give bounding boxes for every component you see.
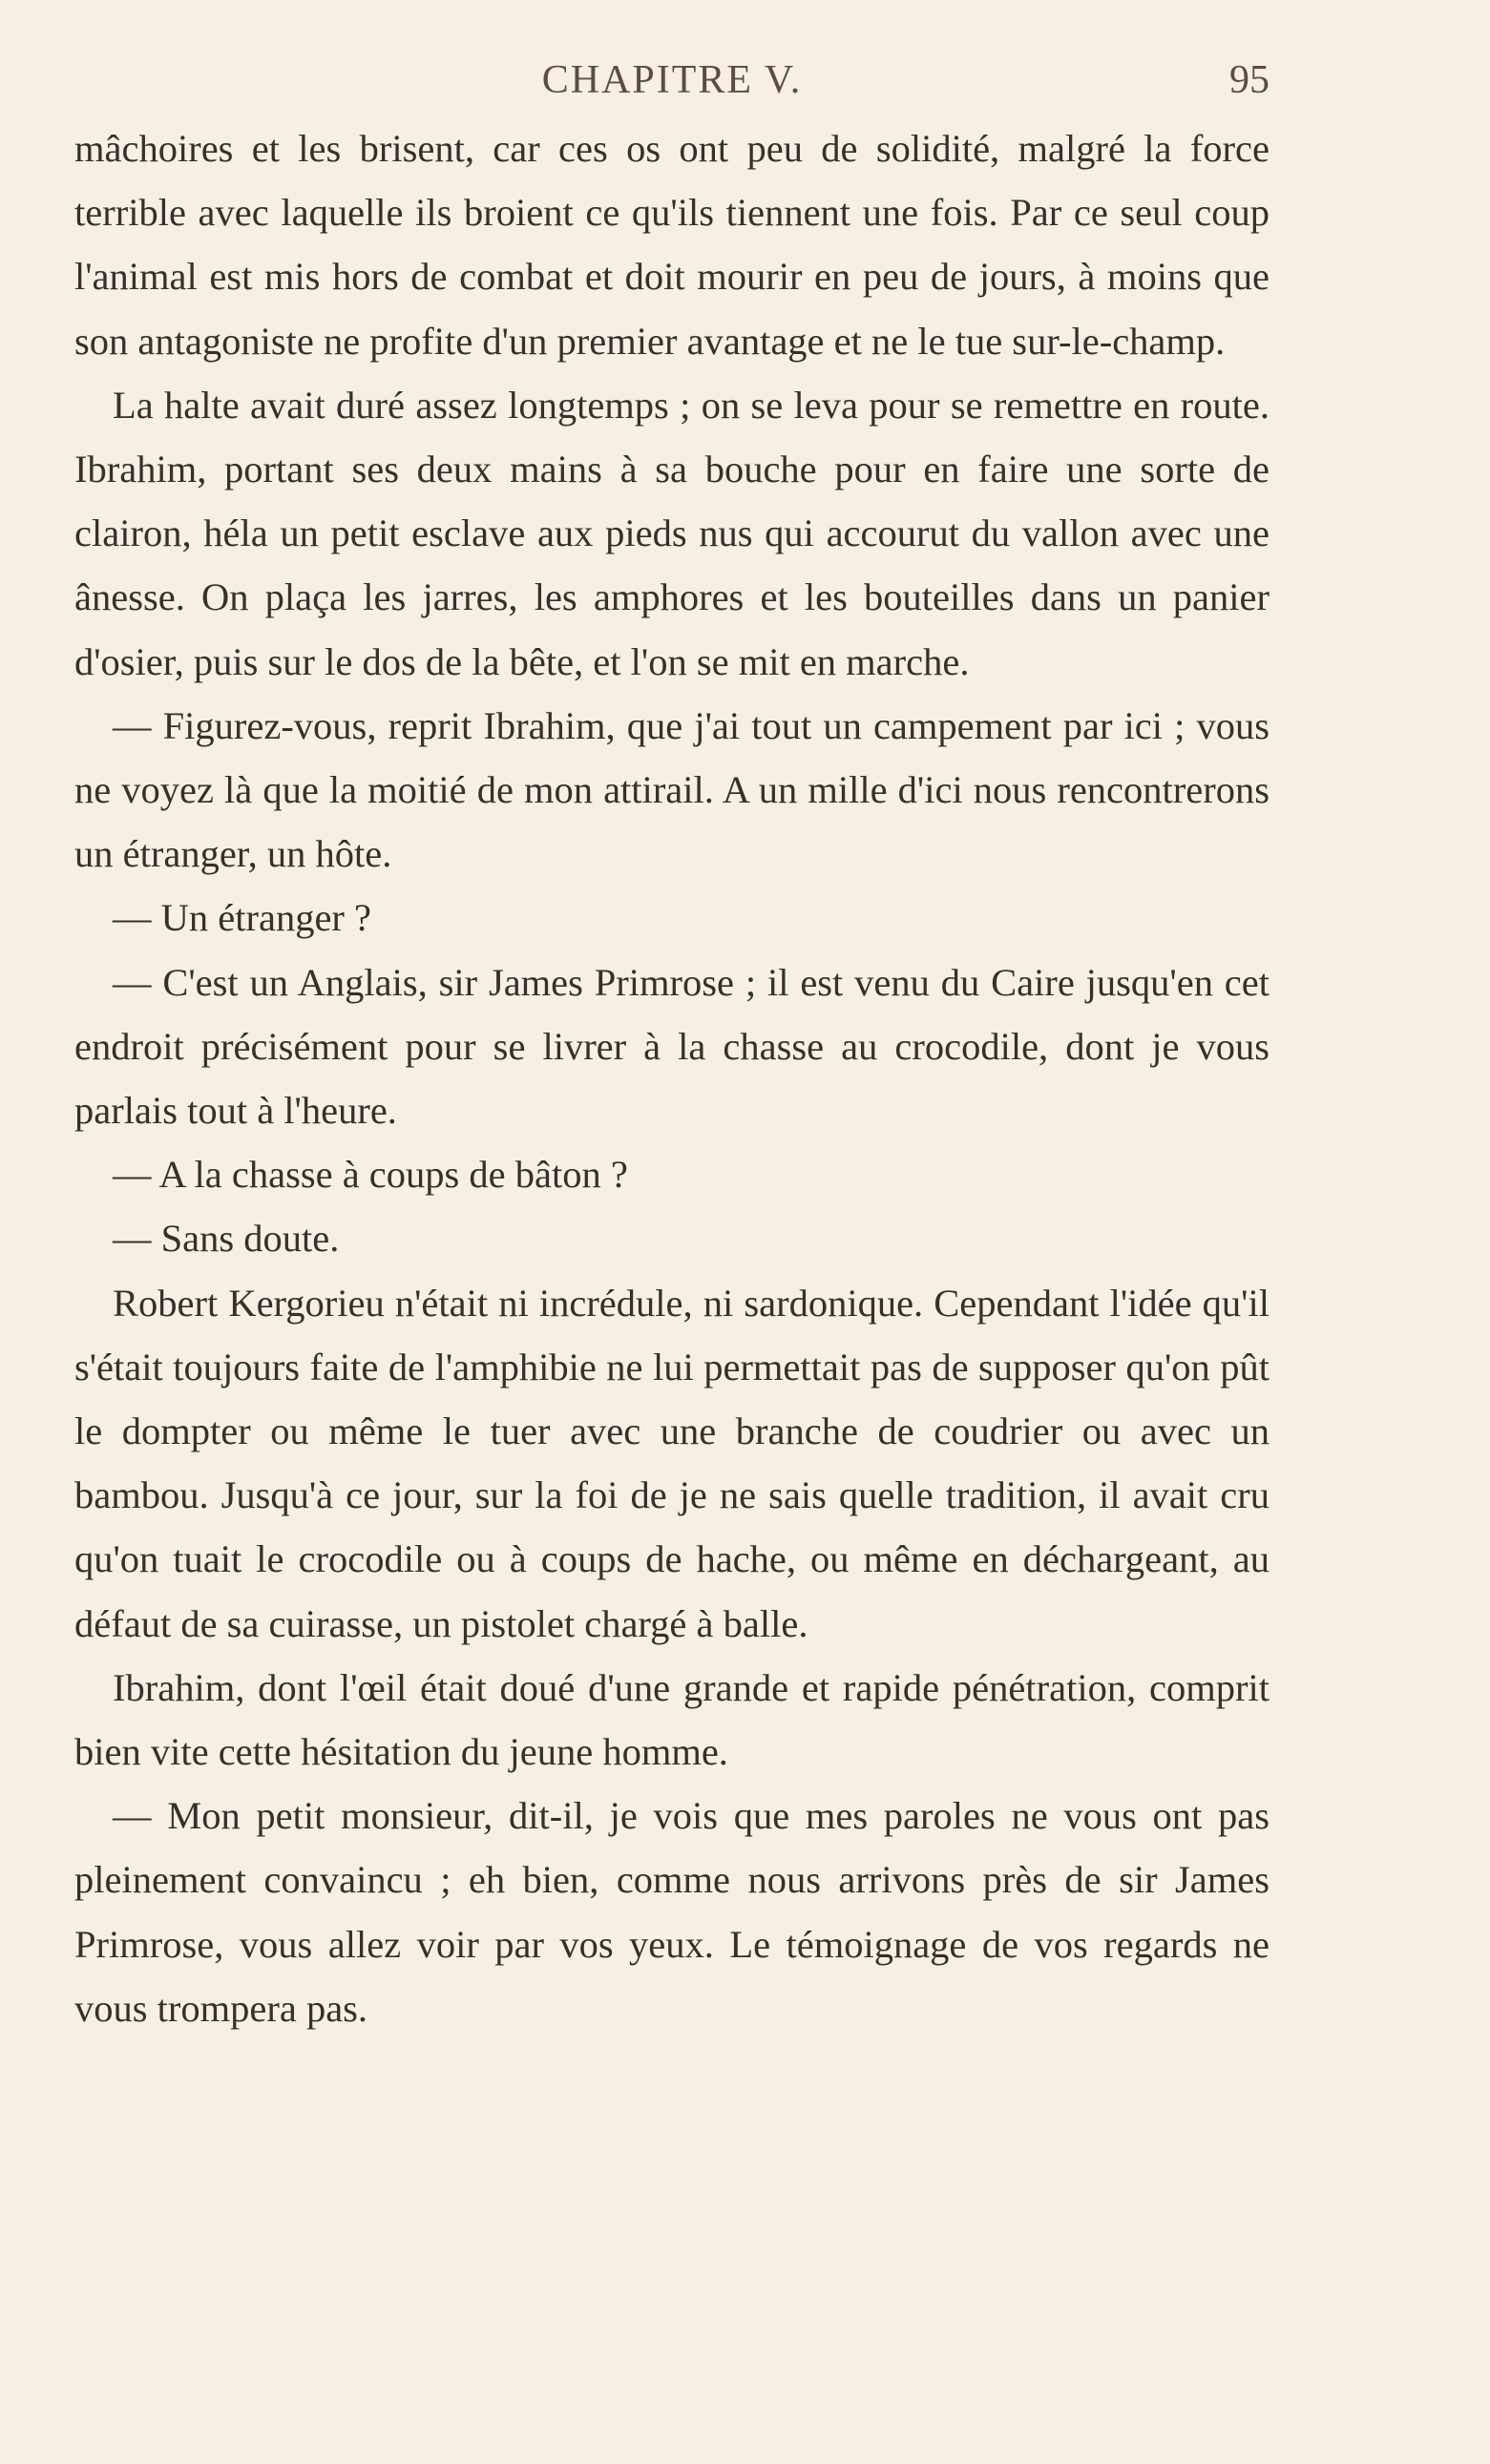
paragraph-10: — Mon petit monsieur, dit-il, je vois que mes paroles ne vous ont pas pleinement convaincu ; eh bien, comme nous arrivons près de sir James Primrose, vous allez voir par vos yeux. Le témoignage de vos regards ne vous trompera pas. <box>74 1794 1270 2030</box>
paragraph-4: — Un étranger ? <box>113 896 372 940</box>
paragraph-1: mâchoires et les brisent, car ces os ont peu de solidité, malgré la force terrible avec laquelle ils broient ce qu'ils tiennent une fois. Par ce seul coup l'animal est mis hors de combat et doit mourir en peu de jours, à moins que son antagoniste ne profite d'un premier avantage et ne le tue sur-le-champ. <box>74 127 1270 363</box>
paragraph-2: La halte avait duré assez longtemps ; on se leva pour se remettre en route. Ibrahim, portant ses deux mains à sa bouche pour en faire une sorte de clairon, héla un petit esclave aux pieds nus qui accourut du vallon avec une ânesse. On plaça les jarres, les amphores et les bouteilles dans un panier d'osier, puis sur le dos de la bête, et l'on se mit en marche. <box>74 383 1270 683</box>
paragraph-8: Robert Kergorieu n'était ni incrédule, ni sardonique. Cependant l'idée qu'il s'était toujours faite de l'amphibie ne lui permettait pas de supposer qu'on pût le dompter ou même le tuer avec une branche de coudrier ou avec un bambou. Jusqu'à ce jour, sur la foi de je ne sais quelle tradition, il avait cru qu'on tuait le crocodile ou à coups de hache, ou même en déchargeant, au défaut de sa cuirasse, un pistolet chargé à balle. <box>74 1281 1270 1645</box>
page-text <box>74 116 1270 2040</box>
paragraph-7: — Sans doute. <box>113 1217 340 1261</box>
page-number: 95 <box>1229 58 1270 102</box>
page-header <box>74 57 1270 115</box>
paragraph-9: Ibrahim, dont l'œil était doué d'une grande et rapide pénétration, comprit bien vite cette hésitation du jeune homme. <box>74 1665 1270 1774</box>
paragraph-5: — C'est un Anglais, sir James Primrose ; il est venu du Caire jusqu'en cet endroit précisément pour se livrer à la chasse au crocodile, dont je vous parlais tout à l'heure. <box>74 960 1270 1133</box>
chapter-title: CHAPITRE V. <box>541 58 803 102</box>
paragraph-3: — Figurez-vous, reprit Ibrahim, que j'ai tout un campement par ici ; vous ne voyez là que la moitié de mon attirail. A un mille d'ici nous rencontrerons un étranger, un hôte. <box>74 703 1270 876</box>
paragraph-6: — A la chasse à coups de bâton ? <box>113 1153 628 1197</box>
